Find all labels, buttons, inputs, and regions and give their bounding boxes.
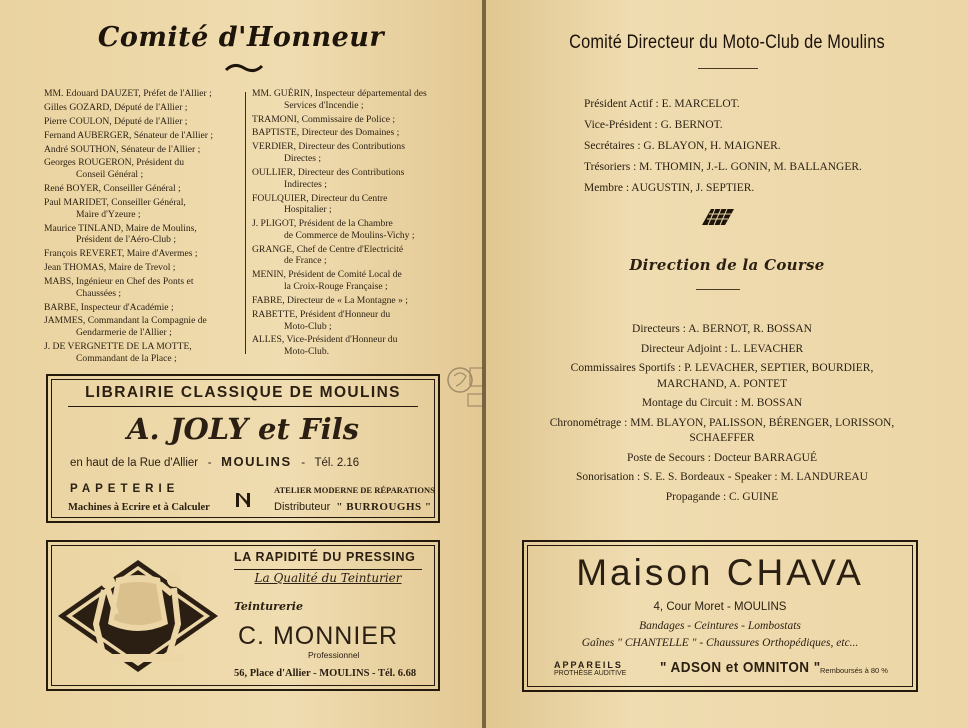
direction-row xyxy=(510,416,934,447)
honor-entry-continuation: Moto-Club ; xyxy=(284,320,332,332)
honor-entry xyxy=(44,102,240,114)
honor-entry xyxy=(44,341,240,364)
honor-entry xyxy=(44,248,240,260)
honor-entry xyxy=(252,88,444,111)
direction-line: SCHAEFFER xyxy=(689,432,755,445)
direction-row xyxy=(510,342,934,357)
honor-entry xyxy=(44,262,240,274)
honor-entry-name: Fernand AUBERGER, Sénateur de l'Allier ; xyxy=(44,129,214,141)
ad-librairie-joly xyxy=(46,374,440,523)
dancers-illustration-icon xyxy=(56,554,220,678)
ad-joly-header: LIBRAIRIE CLASSIQUE DE MOULINS xyxy=(85,384,401,401)
honor-entry-continuation: Indirectes ; xyxy=(284,178,327,190)
honor-list-left xyxy=(44,88,240,367)
honor-entry xyxy=(44,144,240,156)
honor-entry-name: VERDIER, Directeur des Contributions xyxy=(252,141,405,153)
ad-joly-rule xyxy=(68,406,418,407)
honor-entry xyxy=(252,167,444,190)
honor-entry-name: RABETTE, Président d'Honneur du xyxy=(252,308,391,320)
ad-maison-chava xyxy=(522,540,918,692)
honor-entry xyxy=(252,309,444,332)
direction-line: Chronométrage : MM. BLAYON, PALISSON, BÉRENGER, LORISSON, xyxy=(549,416,895,429)
direction-row xyxy=(510,322,934,337)
ad-joly-distributor-label: Distributeur xyxy=(274,501,331,513)
honor-entry-continuation: Services d'Incendie ; xyxy=(284,99,364,111)
ad-chava-line1: Bandages - Ceintures - Lombostats xyxy=(639,620,801,632)
honor-entry xyxy=(252,141,444,164)
committee-names: E. MARCELOT. xyxy=(661,98,740,110)
honor-entry-name: François REVERET, Maire d'Avermes ; xyxy=(44,248,198,260)
directing-committee-title: Comité Directeur du Moto-Club de Moulins xyxy=(569,32,885,53)
ad-joly-address xyxy=(70,454,359,469)
honor-entry-name: J. PLIGOT, Président de la Chambre xyxy=(252,218,393,230)
direction-line: Directeurs : A. BERNOT, R. BOSSAN xyxy=(632,323,812,335)
ad-joly-sep2: - xyxy=(301,457,306,469)
committee-names: AUGUSTIN, J. SEPTIER. xyxy=(631,182,755,194)
ad-monnier-address: 56, Place d'Allier - MOULINS - Tél. 6.68 xyxy=(234,668,417,679)
committee-row xyxy=(584,157,862,178)
direction-row xyxy=(510,451,934,466)
library-stamp-icon xyxy=(444,360,488,412)
honor-entry xyxy=(252,334,444,357)
honor-entry-continuation: Président de l'Aéro-Club ; xyxy=(76,234,177,246)
committee-role: Président Actif : xyxy=(584,98,659,110)
honor-list-right xyxy=(252,88,444,360)
direction-row xyxy=(510,396,934,411)
honor-entry xyxy=(44,197,240,220)
committee-role: Trésoriers : xyxy=(584,161,637,173)
honor-entry-name: André SOUTHON, Sénateur de l'Allier ; xyxy=(44,143,201,155)
direction-row xyxy=(510,470,934,485)
committee-row xyxy=(584,136,862,157)
ad-monnier-name: C. MONNIER xyxy=(238,622,398,650)
ad-joly-atelier: ATELIER MODERNE DE RÉPARATIONS xyxy=(274,485,435,495)
race-direction-list xyxy=(510,322,934,510)
tilde-ornament-icon xyxy=(224,62,264,74)
honor-entry-name: Jean THOMAS, Maire de Trevol ; xyxy=(44,262,176,274)
honor-entry-continuation: Commandant de la Place ; xyxy=(76,352,177,364)
honor-entry-name: JAMMES, Commandant la Compagnie de xyxy=(44,315,207,327)
honor-entry xyxy=(44,130,240,142)
honor-entry xyxy=(252,127,444,139)
parallelogram-ornament-icon xyxy=(701,208,735,226)
ad-joly-sep1: - xyxy=(207,457,212,469)
ad-monnier xyxy=(46,540,440,691)
committee-names: G. BLAYON, H. MAIGNER. xyxy=(643,140,781,152)
honor-committee-title: Comité d'Honneur xyxy=(97,22,385,53)
honor-entry-name: BAPTISTE, Directeur des Domaines ; xyxy=(252,127,400,139)
direction-line: Directeur Adjoint : L. LEVACHER xyxy=(640,342,804,355)
committee-row xyxy=(584,115,862,136)
honor-entry-continuation: Hospitalier ; xyxy=(284,204,332,216)
honor-entry-name: Georges ROUGERON, Président du xyxy=(44,157,184,169)
direction-row xyxy=(510,490,934,505)
ad-joly-machines: Machines à Ecrire et à Calculer xyxy=(68,502,210,513)
honor-entry-name: TRAMONI, Commissaire de Police ; xyxy=(252,113,396,125)
ad-chava-appareils: APPAREILS xyxy=(554,660,623,670)
honor-entry-name: Gilles GOZARD, Député de l'Allier ; xyxy=(44,101,188,113)
honor-entry-name: MABS, Ingénieur en Chef des Ponts et xyxy=(44,275,194,287)
committee-names: M. THOMIN, J.-L. GONIN, M. BALLANGER. xyxy=(639,161,862,173)
committee-row xyxy=(584,178,862,199)
honor-entry xyxy=(252,244,444,267)
honor-entry xyxy=(252,193,444,216)
ad-joly-city: MOULINS xyxy=(221,454,292,469)
committee-list xyxy=(584,94,862,199)
direction-line: Poste de Secours : Docteur BARRAGUÉ xyxy=(626,451,818,464)
left-page xyxy=(0,0,482,728)
ad-chava-brands: " ADSON et OMNITON " xyxy=(660,659,821,676)
honor-entry xyxy=(44,302,240,314)
direction-line: Commissaires Sportifs : P. LEVACHER, SEPTIER, BOURDIER, xyxy=(570,362,874,375)
honor-entry-name: MM. GUÉRIN, Inspecteur départemental des xyxy=(252,88,427,99)
honor-entry-continuation: Directes ; xyxy=(284,153,322,165)
honor-entry xyxy=(44,183,240,195)
honor-entry-continuation: la Croix-Rouge Française ; xyxy=(284,281,388,293)
column-divider xyxy=(245,92,246,354)
ad-joly-distributor-brand: " BURROUGHS " xyxy=(336,501,432,513)
honor-entry-name: MM. Edouard DAUZET, Préfet de l'Allier ; xyxy=(44,88,212,99)
honor-entry-name: J. DE VERGNETTE DE LA MOTTE, xyxy=(44,340,192,352)
ad-monnier-header: LA RAPIDITÉ DU PRESSING xyxy=(234,550,416,564)
honor-entry-continuation: de Commerce de Moulins-Vichy ; xyxy=(284,229,415,241)
ad-joly-phone: Tél. 2.16 xyxy=(314,457,360,469)
honor-entry-continuation: Chaussées ; xyxy=(76,287,122,299)
honor-entry-name: ALLES, Vice-Président d'Honneur du xyxy=(252,334,398,346)
honor-entry-name: OULLIER, Directeur des Contributions xyxy=(252,166,405,178)
ad-chava-name: Maison CHAVA xyxy=(576,552,864,593)
direction-line: Sonorisation : S. E. S. Bordeaux - Speaker : M. LANDUREAU xyxy=(576,471,868,484)
direction-line: MARCHAND, A. PONTET xyxy=(656,377,788,390)
ad-monnier-tagline: La Qualité du Teinturier xyxy=(254,571,402,585)
ad-joly-distributor xyxy=(274,501,432,513)
honor-entry-name: Pierre COULON, Député de l'Allier ; xyxy=(44,115,188,127)
honor-entry xyxy=(44,157,240,180)
title-rule xyxy=(698,68,758,69)
honor-entry-continuation: Gendarmerie de l'Allier ; xyxy=(76,327,172,339)
honor-entry-continuation: Moto-Club. xyxy=(284,346,330,358)
ad-chava-prothese: PROTHÈSE AUDITIVE xyxy=(554,670,627,677)
ad-chava-address: 4, Cour Moret - MOULINS xyxy=(653,601,787,613)
honor-entry-name: MENIN, Président de Comité Local de xyxy=(252,269,402,281)
honor-entry-continuation: Conseil Général ; xyxy=(76,169,144,181)
committee-role: Vice-Président : xyxy=(584,119,658,131)
honor-entry xyxy=(252,218,444,241)
committee-role: Membre : xyxy=(584,182,630,194)
committee-names: G. BERNOT. xyxy=(660,119,723,131)
honor-entry-name: BARBE, Inspecteur d'Académie ; xyxy=(44,301,174,313)
ad-chava-rembourses: Remboursés à 80 % xyxy=(820,666,888,675)
honor-entry-continuation: Maire d'Yzeure ; xyxy=(76,208,141,220)
race-direction-title: Direction de la Course xyxy=(629,256,825,274)
ad-monnier-teinturerie: Teinturerie xyxy=(234,600,303,613)
burroughs-logo-icon xyxy=(234,490,252,510)
ad-monnier-professionnel: Professionnel xyxy=(308,650,360,660)
honor-entry-name: GRANGE, Chef de Centre d'Electricité xyxy=(252,243,404,255)
honor-entry-name: René BOYER, Conseiller Général ; xyxy=(44,183,181,195)
honor-entry xyxy=(44,276,240,299)
ad-chava-line2: Gaînes " CHANTELLE " - Chaussures Orthopédiques, etc... xyxy=(581,637,859,649)
ad-joly-street: en haut de la Rue d'Allier xyxy=(70,457,199,469)
honor-entry xyxy=(44,88,240,100)
race-direction-rule xyxy=(696,289,740,290)
honor-entry-name: Maurice TINLAND, Maire de Moulins, xyxy=(44,222,197,234)
honor-entry-name: Paul MARIDET, Conseiller Général, xyxy=(44,196,186,208)
honor-entry xyxy=(44,223,240,246)
direction-line: Montage du Circuit : M. BOSSAN xyxy=(641,397,803,410)
direction-line: Propagande : C. GUINE xyxy=(665,490,779,503)
ad-joly-papeterie: PAPETERIE xyxy=(70,483,180,495)
honor-entry-continuation: de France ; xyxy=(284,255,327,267)
ad-monnier-rule xyxy=(234,569,422,570)
honor-entry xyxy=(44,116,240,128)
honor-entry xyxy=(252,114,444,126)
direction-row xyxy=(510,361,934,392)
honor-entry-name: FABRE, Directeur de « La Montagne » ; xyxy=(252,294,408,306)
committee-row xyxy=(584,94,862,115)
honor-entry-name: FOULQUIER, Directeur du Centre xyxy=(252,192,388,204)
honor-entry xyxy=(252,295,444,307)
honor-entry xyxy=(252,269,444,292)
honor-entry xyxy=(44,315,240,338)
committee-role: Secrétaires : xyxy=(584,140,641,152)
ad-joly-name: A. JOLY et Fils xyxy=(127,412,359,446)
